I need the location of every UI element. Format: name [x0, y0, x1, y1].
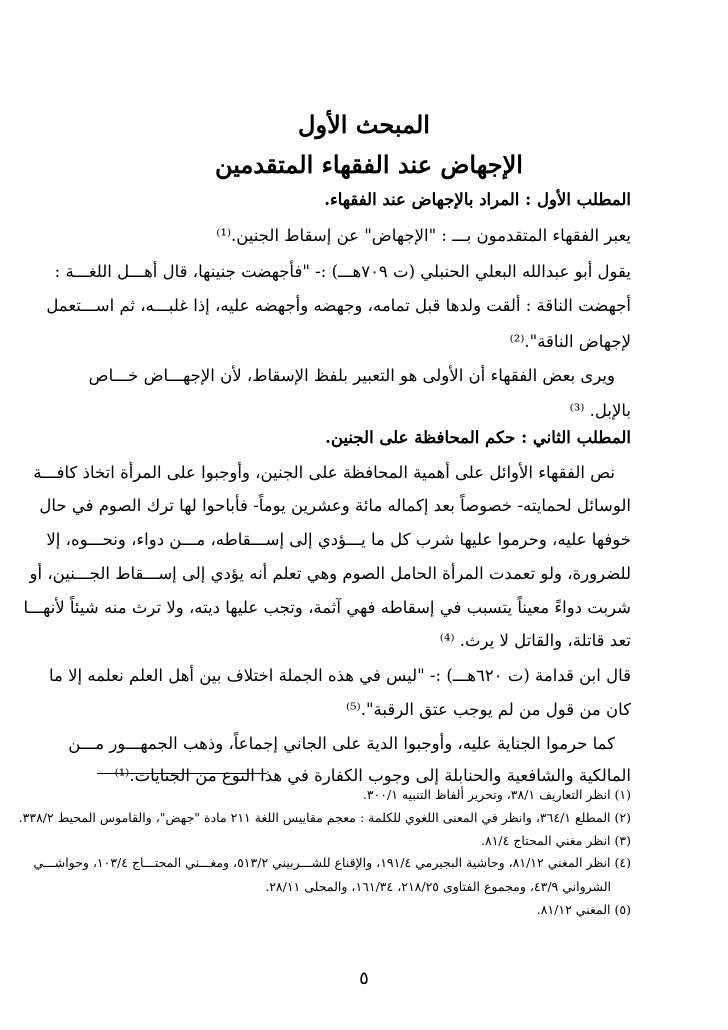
body-line: كان من قول من لم يوجب عتق الرقبة".⁽⁵⁾ — [345, 700, 631, 719]
footnote: (٥) المغني ٨١/١٢. — [536, 902, 631, 917]
body-line: كما حرموا الجناية عليه، وأوجبوا الدية على الجاني إجماعاً، وذهب الجمهـــور مـــن — [68, 734, 615, 753]
body-line: أجهضت الناقة : ألقت ولدها قبل تمامه، وجهضه وأجهضه عليه، إذا غلبـــه، ثم اســـتعمل — [46, 296, 631, 315]
footnote-separator — [97, 773, 267, 774]
body-line: بالإبل. ⁽³⁾ — [569, 401, 631, 420]
body-line: شربت دواءً معيناً يتسبب في إسقاطه فهي آثمة، وتجب عليها ديته، ولا ترث منه شيئاً لأنهـــا — [23, 598, 631, 617]
footnote: (٢) المطلع ٣٦٤/١، وانظر في المعنى اللغوي للكلمة : معجم مقاييس اللغة ٢١١ مادة "جهض"، والقاموس المحيط ٣٣٨/٢. — [18, 810, 631, 825]
body-line: للضرورة، ولو تعمدت المرأة الحامل الصوم وهي تعلم أنه يؤدي إلى إســـقاط الجـــنين، أو — [29, 564, 631, 583]
body-line: تعد قاتلة، والقاتل لا يرث. ⁽⁴⁾ — [439, 631, 631, 650]
subsection-heading-2: المطلب الثاني : حكم المحافظة على الجنين. — [325, 428, 631, 447]
section-title: الإجهاض عند الفقهاء المتقدمين — [215, 150, 523, 179]
chapter-title: المبحث الأول — [298, 110, 430, 139]
body-line: يعبر الفقهاء المتقدمون بـــ : "الإجهاض" عن إسقاط الجنين.⁽¹⁾ — [216, 226, 631, 245]
body-line: خوفها عليه، وحرموا عليها شرب كل ما يـــؤدي إلى إســـقاطه، مـــن دواء، ونحـــوه، إلا — [46, 530, 631, 549]
body-line: يقول أبو عبدالله البعلي الحنبلي (ت ٧٠٩هـــ) :- "فأجهضت جنينها، قال أهـــل اللغـــة : — [54, 262, 631, 281]
footnote-continuation: الشرواني ٤٣/٩، ومجموع الفتاوى ٢١٨/٢٥، ١٦١/٣٤، والمحلى ٢٨/١١. — [265, 879, 611, 894]
body-line: لإجهاض الناقة".⁽²⁾ — [509, 332, 631, 351]
body-line: الوسائل لحمايته- خصوصاً بعد إكماله مائة وعشرين يوماً- فأباحوا لها ترك الصوم في حال — [39, 496, 631, 515]
footnote: (٣) انظر مغني المحتاج ٨١/٤. — [481, 833, 631, 848]
page-number: ٥ — [359, 968, 369, 989]
subsection-heading-1: المطلب الأول : المراد بالإجهاض عند الفقهاء. — [324, 190, 631, 209]
body-line: المالكية والشافعية والحنابلة إلى وجوب الكفارة في هذا النوع من الجنايات.⁽¹⁾ — [114, 766, 631, 785]
body-line: ويرى بعض الفقهاء أن الأولى هو التعبير بلفظ الإسقاط، لأن الإجهـــاض خـــاص — [88, 366, 615, 385]
body-line: نص الفقهاء الأوائل على أهمية المحافظة على الجنين، وأوجبوا على المرأة اتخاذ كافـــة — [33, 463, 615, 482]
footnote: (٤) انظر المغني ٨١/١٢، وحاشية البجيرمي ١٩١/٤، والإقناع للشـــربيني ٥١٣/٢، ومغـــني المحتـــاج ١٠٣/٤، وحواشـــي — [33, 855, 631, 870]
footnote: (١) انظر التعاريف ٣٨/١، وتحرير ألفاظ التنبيه ٣٠٠/١. — [362, 787, 631, 802]
body-line: قال ابن قدامة (ت ٦٢٠هـــ) :- "ليس في هذه الجملة اختلاف بين أهل العلم نعلمه إلا ما — [48, 666, 631, 685]
